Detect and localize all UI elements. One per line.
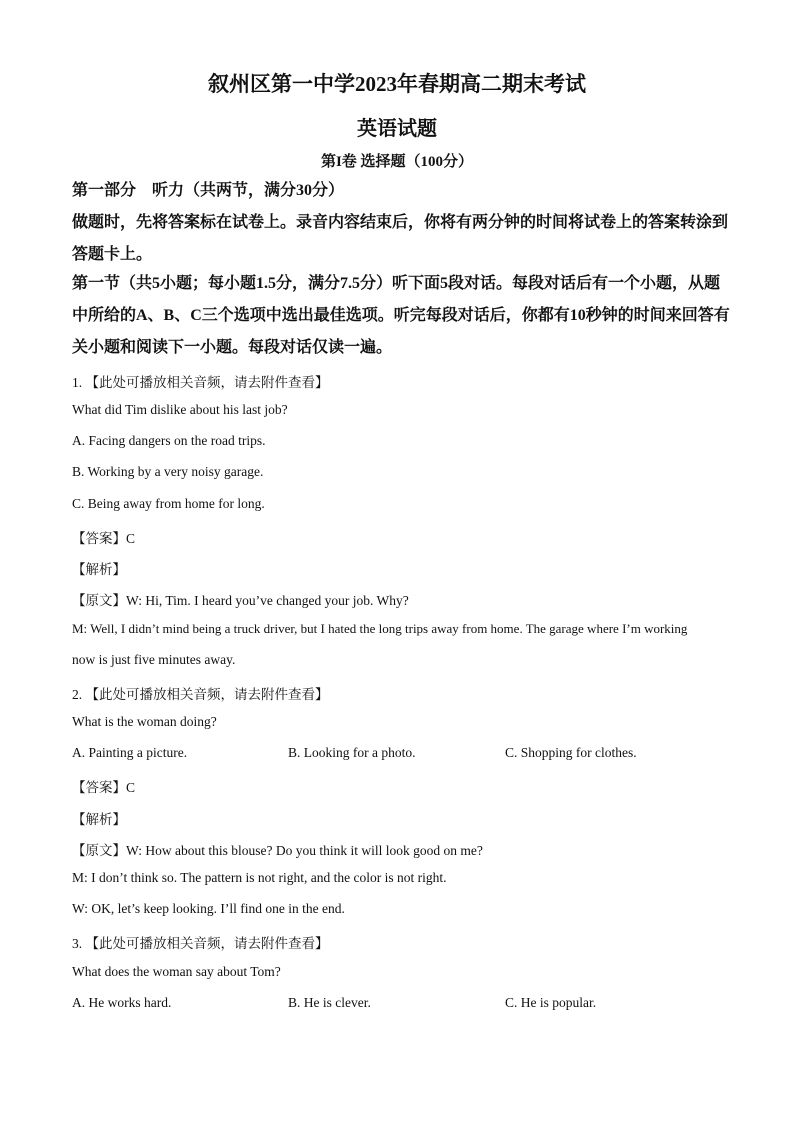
q2-option-b: B. Looking for a photo. (288, 745, 416, 760)
part-heading: 第一部分 听力（共两节，满分30分） (72, 182, 345, 199)
q3-option-b: B. He is clever. (288, 995, 371, 1010)
exam-subtitle: 英语试题 (357, 118, 437, 140)
q2-script-line: 【原文】W: How about this blouse? Do you think it will look good on me? (72, 843, 483, 858)
q3-option-a: A. He works hard. (72, 995, 172, 1010)
q2-option-a: A. Painting a picture. (72, 745, 188, 760)
q2-question: What is the woman doing? (72, 714, 217, 729)
q2-answer: 【答案】C (72, 780, 136, 795)
volume-heading: 第I卷 选择题（100分） (320, 154, 474, 170)
q3-question: What does the woman say about Tom? (72, 964, 281, 979)
instruction-text: 做题时，先将答案标在试卷上。录音内容结束后，你将有两分钟的时间将试卷上的答案转涂到答题卡上。 (72, 214, 729, 263)
q2-script-line: M: I don’t think so. The pattern is not right, and the color is not right. (72, 870, 447, 885)
q1-script-line: now is just five minutes away. (72, 652, 236, 667)
exam-title: 叙州区第一中学2023年春期高二期末考试 (208, 72, 586, 96)
q1-question: What did Tim dislike about his last job? (72, 402, 288, 417)
q2-header: 2. 【此处可播放相关音频，请去附件查看】 (72, 687, 329, 702)
q1-answer: 【答案】C (72, 531, 136, 546)
q1-option-a: A. Facing dangers on the road trips. (72, 433, 266, 448)
q3-header: 3. 【此处可播放相关音频，请去附件查看】 (72, 936, 329, 951)
q1-script-line: 【原文】W: Hi, Tim. I heard you’ve changed your job. Why? (72, 593, 409, 608)
q2-analysis: 【解析】 (72, 812, 126, 827)
q2-script-line: W: OK, let’s keep looking. I’ll find one in the end. (72, 901, 345, 916)
section-instruction: 第一节（共5小题；每小题1.5分，满分7.5分）听下面5段对话。每段对话后有一个小题，从题中所给的A、B、C三个选项中选出最佳选项。听完每段对话后，你都有10秒钟的时间来回答有关小题和阅读下一小题。每段对话仅读一遍。 (72, 275, 730, 356)
q1-header: 1. 【此处可播放相关音频，请去附件查看】 (72, 375, 329, 390)
q1-analysis: 【解析】 (72, 562, 126, 577)
q1-option-b: B. Working by a very noisy garage. (72, 464, 264, 479)
q1-script-line: M: Well, I didn’t mind being a truck driver, but I hated the long trips away from home. The garage where I’m working (72, 621, 688, 636)
q1-option-c: C. Being away from home for long. (72, 496, 265, 511)
q3-option-c: C. He is popular. (505, 995, 597, 1010)
q2-option-c: C. Shopping for clothes. (505, 745, 637, 760)
